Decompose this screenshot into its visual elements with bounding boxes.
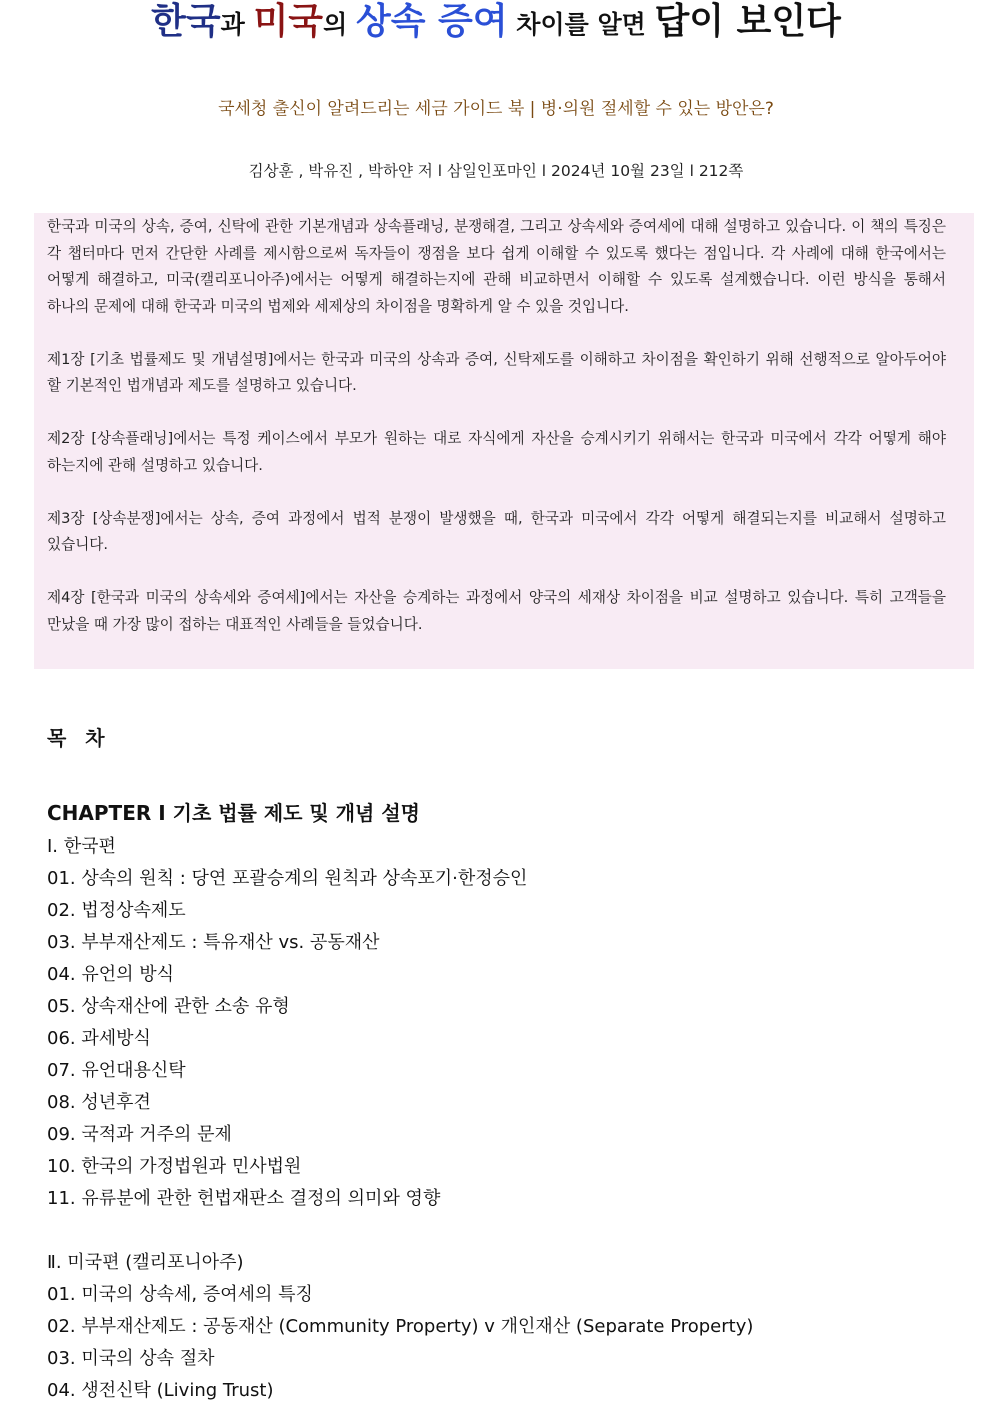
chapter-title: CHAPTER Ⅰ 기초 법률 제도 및 개념 설명	[47, 801, 420, 825]
toc-item: 08. 성년후견	[47, 1092, 151, 1113]
toc-list-korea	[47, 831, 527, 1215]
toc-item: 05. 상속재산에 관한 소송 유형	[47, 996, 290, 1017]
intro-paragraph: 제3장 [상속분쟁]에서는 상속, 증여 과정에서 법적 분쟁이 발생했을 때, 한국과 미국에서 각각 어떻게 해결되는지를 비교해서 설명하고 있습니다.	[47, 509, 946, 553]
toc-list-usa	[47, 1247, 753, 1407]
title-segment: 의	[323, 10, 356, 39]
toc-item: 01. 미국의 상속세, 증여세의 특징	[47, 1284, 313, 1305]
toc-item: 01. 상속의 원칙 : 당연 포괄승계의 원칙과 상속포기·한정승인	[47, 868, 528, 889]
intro-box	[34, 213, 974, 669]
intro-paragraph: 제1장 [기초 법률제도 및 개념설명]에서는 한국과 미국의 상속과 증여, 신탁제도를 이해하고 차이점을 확인하기 위해 선행적으로 알아두어야 할 기본적인 법개념과 제도를 설명하고 있습니다.	[47, 350, 946, 394]
toc-item: 11. 유류분에 관한 헌법재판소 결정의 의미와 영향	[47, 1188, 441, 1209]
toc-part-heading: Ⅰ. 한국편	[47, 836, 116, 857]
intro-paragraph: 제2장 [상속플래닝]에서는 특정 케이스에서 부모가 원하는 대로 자식에게 자산을 승계시키기 위해서는 한국과 미국에서 각각 어떻게 해야 하는지에 관해 설명하고 있습니다.	[47, 430, 946, 474]
toc-item: 03. 미국의 상속 절차	[47, 1348, 215, 1369]
title-segment: 상속 증여	[355, 1, 508, 42]
title-segment: 과	[220, 10, 254, 39]
title-segment: 답이 보인다	[654, 1, 841, 42]
title-segment: 차이를 알면	[507, 10, 655, 39]
title-segment: 미국	[253, 1, 324, 42]
toc-item: 07. 유언대용신탁	[47, 1060, 186, 1081]
toc-item: 10. 한국의 가정법원과 민사법원	[47, 1156, 302, 1177]
toc-item: 04. 유언의 방식	[47, 964, 175, 985]
toc-item: 06. 과세방식	[47, 1028, 151, 1049]
book-title	[0, 0, 992, 50]
toc-item: 03. 부부재산제도 : 특유재산 vs. 공동재산	[47, 932, 380, 953]
book-meta: 김상훈 , 박유진 , 박하얀 저 l 삼일인포마인 l 2024년 10월 23일 l 212쪽	[248, 162, 744, 180]
toc-item: 02. 법정상속제도	[47, 900, 186, 921]
intro-paragraph: 제4장 [한국과 미국의 상속세와 증여세]에서는 자산을 승계하는 과정에서 양국의 세재상 차이점을 비교 설명하고 있습니다. 특히 고객들을 만났을 때 가장 많이 접하는 대표적인 사례들을 들었습니다.	[47, 589, 946, 633]
toc-heading: 목 차	[47, 726, 111, 750]
toc-item: 04. 생전신탁 (Living Trust)	[47, 1380, 274, 1401]
toc-part-heading: Ⅱ. 미국편 (캘리포니아주)	[47, 1252, 244, 1273]
title-segment: 한국	[151, 1, 221, 42]
toc-item: 09. 국적과 거주의 문제	[47, 1124, 232, 1145]
toc-item: 02. 부부재산제도 : 공동재산 (Community Property) v 개인재산 (Separate Property)	[47, 1316, 754, 1337]
book-subtitle: 국세청 출신이 알려드리는 세금 가이드 북 | 병·의원 절세할 수 있는 방안은?	[218, 99, 774, 119]
intro-paragraph: 한국과 미국의 상속, 증여, 신탁에 관한 기본개념과 상속플래닝, 분쟁해결, 그리고 상속세와 증여세에 대해 설명하고 있습니다. 이 책의 특징은 각 챕터마다 먼저 간단한 사례를 제시함으로써 독자들이 쟁점을 보다 쉽게 이해할 수 있도록 했다는 점입니다. 각 사례에 대해 한국에서는 어떻게 해결하고, 미국(캘리포니아주)에서는 어떻게 해결하는지에 관해 비교하면서 이해할 수 있도록 설계했습니다. 이런 방식을 통해서 하나의 문제에 대해 한국과 미국의 법제와 세제상의 차이점을 명확하게 알 수 있을 것입니다.	[47, 218, 946, 315]
